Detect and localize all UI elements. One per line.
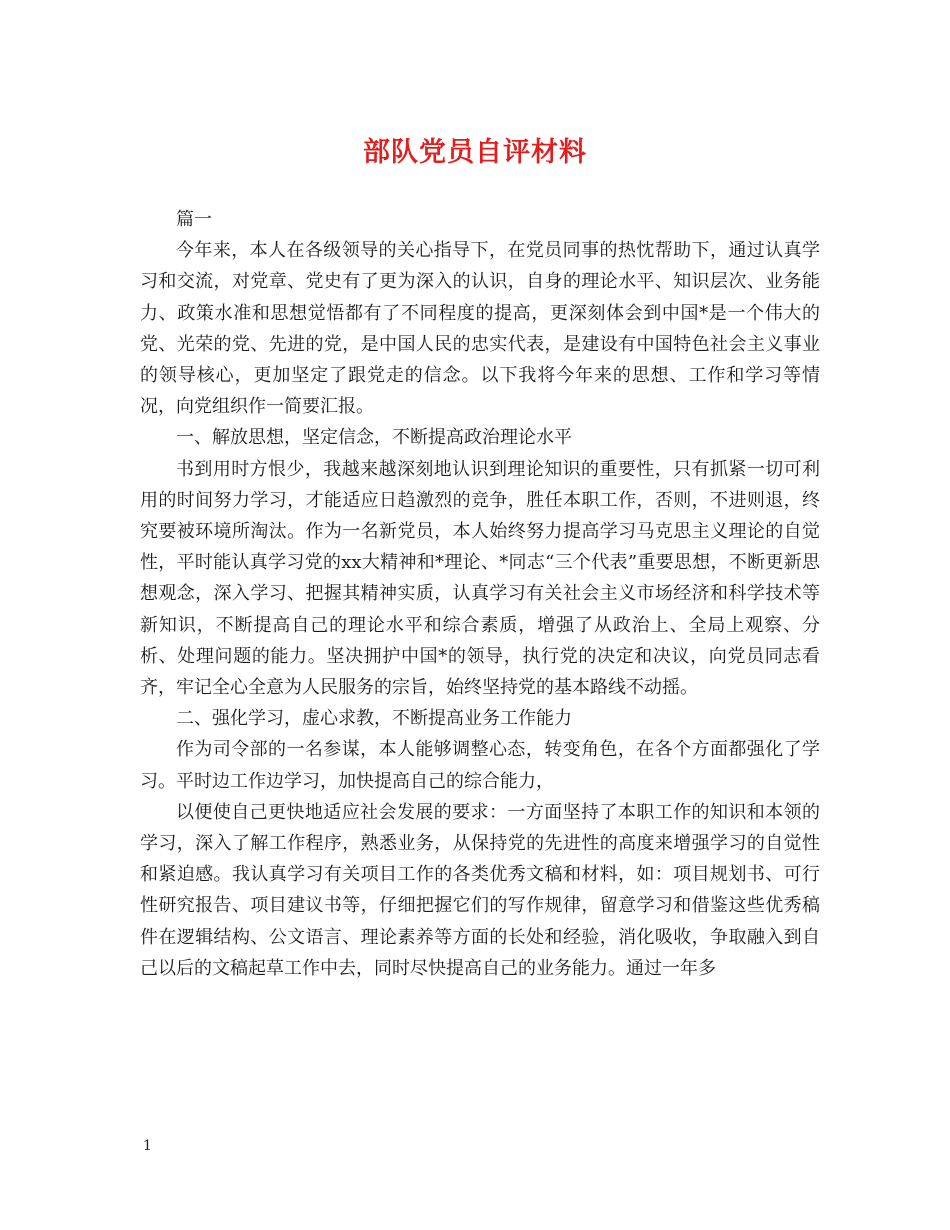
document-body (140, 204, 820, 984)
paragraph-section-2a: 作为司令部的一名参谋，本人能够调整心态，转变角色，在各个方面都强化了学习。平时边工作边学习，加快提高自己的综合能力， (140, 739, 820, 792)
paragraph-section-1: 书到用时方恨少，我越来越深刻地认识到理论知识的重要性，只有抓紧一切可利用的时间努力学习，才能适应日趋激烈的竞争，胜任本职工作，否则，不进则退，终究要被环境所淘汰。作为一名新党员，本人始终努力提高学习马克思主义理论的自觉性，平时能认真学习党的xx大精神和*理论、*同志“三个代表”重要思想，不断更新思想观念，深入学习、把握其精神实质，认真学习有关社会主义市场经济和科学技术等新知识，不断提高自己的理论水平和综合素质，增强了从政治上、全局上观察、分析、处理问题的能力。坚决拥护中国*的领导，执行党的决定和决议，向党员同志看齐，牢记全心全意为人民服务的宗旨，始终坚持党的基本路线不动摇。 (140, 458, 820, 699)
page-number: 1 (143, 1138, 152, 1154)
document-title: 部队党员自评材料 (363, 137, 587, 168)
heading-section-1: 一、解放思想，坚定信念，不断提高政治理论水平 (176, 427, 572, 449)
paragraph-section-label: 篇一 (176, 209, 212, 230)
paragraph-intro: 今年来，本人在各级领导的关心指导下，在党员同事的热忱帮助下，通过认真学习和交流，对党章、党史有了更为深入的认识，自身的理论水平、知识层次、业务能力、政策水准和思想觉悟都有了不同程度的提高，更深刻体会到中国*是一个伟大的党、光荣的党、先进的党，是中国人民的忠实代表，是建设有中国特色社会主义事业的领导核心，更加坚定了跟党走的信念。以下我将今年来的思想、工作和学习等情况，向党组织作一简要汇报。 (140, 240, 820, 418)
heading-section-2: 二、强化学习，虚心求教，不断提高业务工作能力 (176, 708, 572, 730)
paragraph-section-2b: 以便使自己更快地适应社会发展的要求：一方面坚持了本职工作的知识和本领的学习，深入了解工作程序，熟悉业务，从保持党的先进性的高度来增强学习的自觉性和紧迫感。我认真学习有关项目工作的各类优秀文稿和材料，如：项目规划书、可行性研究报告、项目建议书等，仔细把握它们的写作规律，留意学习和借鉴这些优秀稿件在逻辑结构、公文语言、理论素养等方面的长处和经验，消化吸收，争取融入到自己以后的文稿起草工作中去，同时尽快提高自己的业务能力。通过一年多 (140, 801, 820, 979)
